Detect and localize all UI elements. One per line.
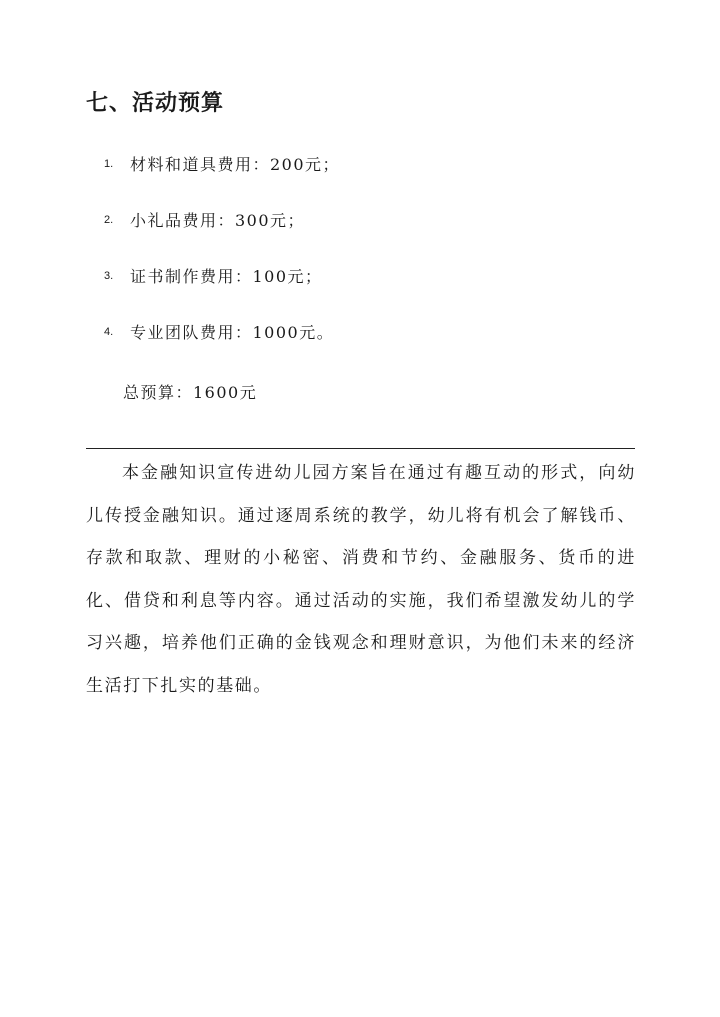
section-heading: 七、活动预算 [86,90,225,116]
list-item-number: 4. [104,326,114,338]
list-item [104,208,340,264]
list-item-number: 1. [104,158,114,170]
list-item-number: 3. [104,270,114,282]
list-item [104,152,340,208]
list-item-text: 证书制作费用：100元； [130,267,323,286]
summary-paragraph: 本金融知识宣传进幼儿园方案旨在通过有趣互动的形式，向幼儿传授金融知识。通过逐周系统的教学，幼儿将有机会了解钱币、存款和取款、理财的小秘密、消费和节约、金融服务、货币的进化、借贷和利息等内容。通过活动的实施，我们希望激发幼儿的学习兴趣，培养他们正确的金钱观念和理财意识，为他们未来的经济生活打下扎实的基础。 [86,463,636,696]
list-item-number: 2. [104,214,114,226]
list-item-text: 专业团队费用：1000元。 [130,323,335,342]
list-item [104,320,340,376]
budget-list [104,152,340,376]
divider [86,448,635,449]
list-item [104,264,340,320]
budget-total: 总预算：1600元 [123,383,258,402]
list-item-text: 材料和道具费用：200元； [130,155,341,174]
list-item-text: 小礼品费用：300元； [130,211,306,230]
